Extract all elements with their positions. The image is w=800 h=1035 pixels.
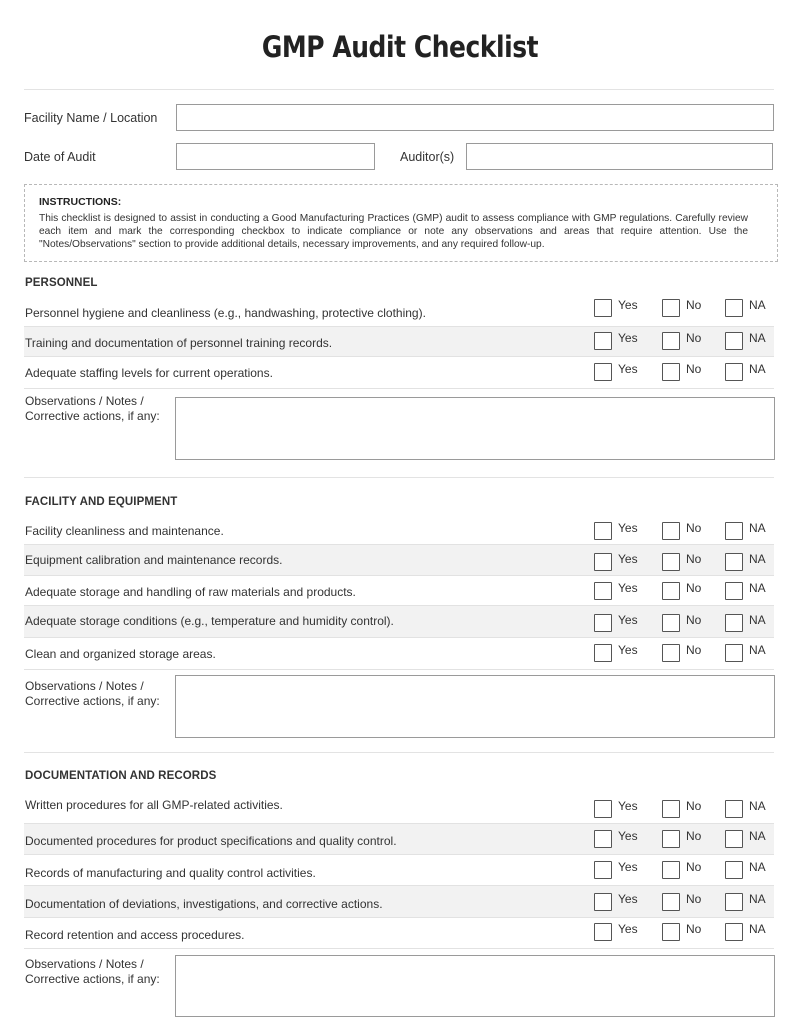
yes-label: Yes [618,362,638,376]
yes-label: Yes [618,892,638,906]
checklist-row [24,638,774,670]
facility-input[interactable] [176,104,774,131]
title-divider [24,89,774,90]
na-label: NA [749,362,766,376]
notes-textarea[interactable] [175,675,775,738]
notes-label [25,957,160,987]
auditor-label: Auditor(s) [400,150,455,164]
no-checkbox[interactable] [662,582,680,600]
checklist-row [24,357,774,389]
checklist-row [24,855,774,886]
no-label: No [686,298,702,312]
no-label: No [686,613,702,627]
no-label: No [686,521,702,535]
instructions-body: This checklist is designed to assist in conducting a Good Manufacturing Practices (GMP) audit to assess compliance with GMP regulations. Carefully review each item and mark the corresponding checkbox to indicate compliance or note any observations and areas that require attention. Use the "Notes/Observations" section to provide additional details, necessary improvements, and any required follow-up. [39,213,748,250]
checklist-row [24,514,774,545]
na-checkbox[interactable] [725,923,743,941]
no-label: No [686,331,702,345]
checklist-row [24,606,774,638]
date-input[interactable] [176,143,375,170]
na-checkbox[interactable] [725,522,743,540]
auditor-input[interactable] [466,143,773,170]
na-checkbox[interactable] [725,644,743,662]
yes-label: Yes [618,521,638,535]
no-checkbox[interactable] [662,332,680,350]
yes-checkbox[interactable] [594,800,612,818]
na-label: NA [749,892,766,906]
yes-checkbox[interactable] [594,522,612,540]
no-checkbox[interactable] [662,861,680,879]
checklist-row [24,886,774,918]
date-label: Date of Audit [24,150,96,164]
item-label: Adequate staffing levels for current operations. [25,366,273,380]
notes-textarea[interactable] [175,955,775,1017]
item-label: Record retention and access procedures. [25,928,245,942]
no-checkbox[interactable] [662,893,680,911]
yes-checkbox[interactable] [594,582,612,600]
section-title-facility-equipment: FACILITY AND EQUIPMENT [25,496,178,508]
no-checkbox[interactable] [662,299,680,317]
notes-label [25,394,160,424]
yes-checkbox[interactable] [594,332,612,350]
na-checkbox[interactable] [725,332,743,350]
item-label: Clean and organized storage areas. [25,647,216,661]
no-checkbox[interactable] [662,800,680,818]
yes-checkbox[interactable] [594,553,612,571]
na-label: NA [749,799,766,813]
na-label: NA [749,643,766,657]
na-label: NA [749,829,766,843]
no-checkbox[interactable] [662,522,680,540]
checklist-row [24,327,774,357]
checklist-row [24,296,774,327]
yes-label: Yes [618,860,638,874]
item-label: Adequate storage and handling of raw materials and products. [25,585,356,599]
item-label: Documentation of deviations, investigations, and corrective actions. [25,897,383,911]
checklist-row [24,545,774,576]
notes-label-line2: Corrective actions, if any: [25,972,160,986]
yes-label: Yes [618,581,638,595]
yes-label: Yes [618,922,638,936]
na-checkbox[interactable] [725,363,743,381]
no-label: No [686,643,702,657]
item-label: Personnel hygiene and cleanliness (e.g., handwashing, protective clothing). [25,306,426,320]
notes-label [25,679,160,709]
no-label: No [686,362,702,376]
no-checkbox[interactable] [662,644,680,662]
no-label: No [686,860,702,874]
na-label: NA [749,521,766,535]
section-title-documentation-records: DOCUMENTATION AND RECORDS [25,770,217,782]
na-checkbox[interactable] [725,553,743,571]
no-checkbox[interactable] [662,923,680,941]
section-divider [24,752,774,753]
yes-checkbox[interactable] [594,363,612,381]
item-label: Adequate storage conditions (e.g., temperature and humidity control). [25,614,394,628]
na-checkbox[interactable] [725,614,743,632]
item-label: Written procedures for all GMP-related activities. [25,798,283,812]
notes-label-line1: Observations / Notes / [25,679,144,693]
no-label: No [686,799,702,813]
no-checkbox[interactable] [662,830,680,848]
na-checkbox[interactable] [725,299,743,317]
yes-checkbox[interactable] [594,861,612,879]
yes-checkbox[interactable] [594,644,612,662]
na-checkbox[interactable] [725,582,743,600]
checklist-row [24,824,774,855]
na-label: NA [749,581,766,595]
notes-label-line2: Corrective actions, if any: [25,694,160,708]
no-label: No [686,581,702,595]
yes-label: Yes [618,552,638,566]
no-label: No [686,892,702,906]
checklist-row [24,576,774,606]
no-label: No [686,552,702,566]
na-label: NA [749,298,766,312]
item-label: Facility cleanliness and maintenance. [25,524,224,538]
checklist-row [24,918,774,949]
yes-checkbox[interactable] [594,299,612,317]
no-checkbox[interactable] [662,553,680,571]
instructions-title: INSTRUCTIONS: [39,196,122,208]
notes-textarea[interactable] [175,397,775,460]
notes-label-line1: Observations / Notes / [25,957,144,971]
yes-checkbox[interactable] [594,614,612,632]
item-label: Records of manufacturing and quality control activities. [25,866,316,880]
yes-checkbox[interactable] [594,923,612,941]
na-checkbox[interactable] [725,893,743,911]
yes-label: Yes [618,613,638,627]
na-label: NA [749,922,766,936]
na-label: NA [749,331,766,345]
yes-label: Yes [618,643,638,657]
na-checkbox[interactable] [725,830,743,848]
yes-checkbox[interactable] [594,893,612,911]
no-checkbox[interactable] [662,363,680,381]
yes-checkbox[interactable] [594,830,612,848]
section-title-personnel: PERSONNEL [25,277,98,289]
page-title: GMP Audit Checklist [261,30,539,64]
facility-label: Facility Name / Location [24,111,158,125]
na-checkbox[interactable] [725,800,743,818]
no-label: No [686,922,702,936]
yes-label: Yes [618,331,638,345]
yes-label: Yes [618,829,638,843]
notes-label-line1: Observations / Notes / [25,394,144,408]
na-label: NA [749,613,766,627]
notes-label-line2: Corrective actions, if any: [25,409,160,423]
instructions-box [24,184,778,262]
section-divider [24,477,774,478]
item-label: Equipment calibration and maintenance records. [25,553,283,567]
yes-label: Yes [618,799,638,813]
no-checkbox[interactable] [662,614,680,632]
yes-label: Yes [618,298,638,312]
no-label: No [686,829,702,843]
item-label: Training and documentation of personnel training records. [25,336,333,350]
na-checkbox[interactable] [725,861,743,879]
item-label: Documented procedures for product specifications and quality control. [25,834,397,848]
checklist-row [24,789,774,824]
na-label: NA [749,860,766,874]
na-label: NA [749,552,766,566]
